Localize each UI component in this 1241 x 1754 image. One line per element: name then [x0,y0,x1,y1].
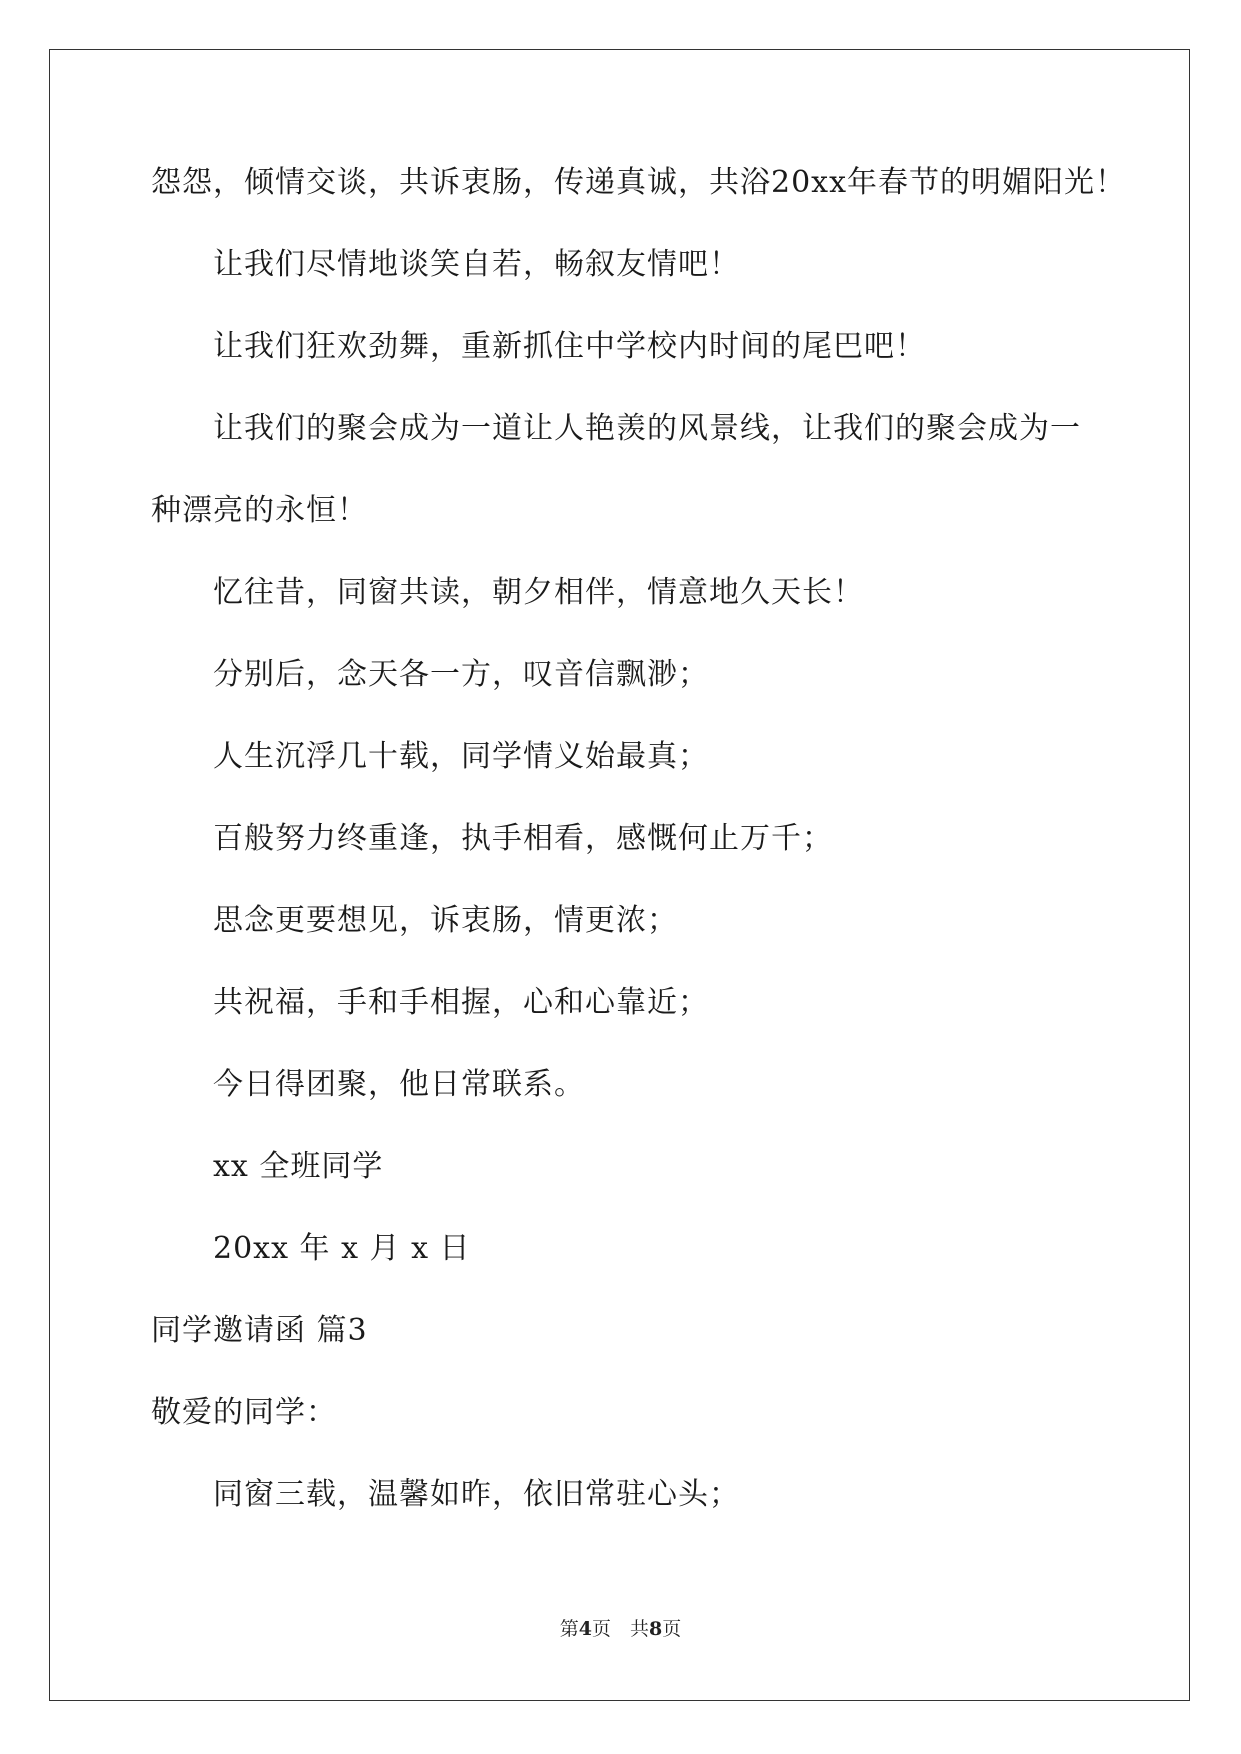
footer-prefix: 第 [559,1618,579,1640]
date-line: 20xx 年 x 月 x 日 [213,1231,471,1266]
paragraph-line: 同窗三载，温馨如昨，依旧常驻心头； [213,1477,740,1512]
paragraph-line: 种漂亮的永恒！ [151,493,368,528]
signature-line: xx 全班同学 [213,1149,384,1184]
document-body [151,165,1127,1559]
paragraph-line: 人生沉浮几十载，同学情义始最真； [213,739,709,774]
paragraph-line: 今日得团聚，他日常联系。 [213,1067,585,1102]
paragraph-line: 让我们尽情地谈笑自若，畅叙友情吧！ [213,247,740,282]
footer-middle: 页 共 [591,1618,649,1640]
paragraph-line: 让我们的聚会成为一道让人艳羡的风景线，让我们的聚会成为一 [213,411,1081,446]
paragraph-line: 忆往昔，同窗共读，朝夕相伴，情意地久天长！ [213,575,864,610]
footer-total-pages: 8 [649,1618,663,1640]
paragraph-line: 分别后，念天各一方，叹音信飘渺； [213,657,709,692]
paragraph-line: 让我们狂欢劲舞，重新抓住中学校内时间的尾巴吧！ [213,329,926,364]
page-footer [0,1614,1241,1641]
section-title: 同学邀请函 篇3 [151,1313,368,1348]
footer-suffix: 页 [662,1618,682,1640]
paragraph-line: 百般努力终重逢，执手相看，感慨何止万千； [213,821,833,856]
paragraph-line: 怨怨，倾情交谈，共诉衷肠，传递真诚，共浴20xx年春节的明媚阳光！ [151,165,1127,200]
paragraph-line: 共祝福，手和手相握，心和心靠近； [213,985,709,1020]
salutation: 敬爱的同学： [151,1395,337,1430]
paragraph-line: 思念更要想见，诉衷肠，情更浓； [213,903,678,938]
footer-page-number: 4 [578,1618,592,1640]
